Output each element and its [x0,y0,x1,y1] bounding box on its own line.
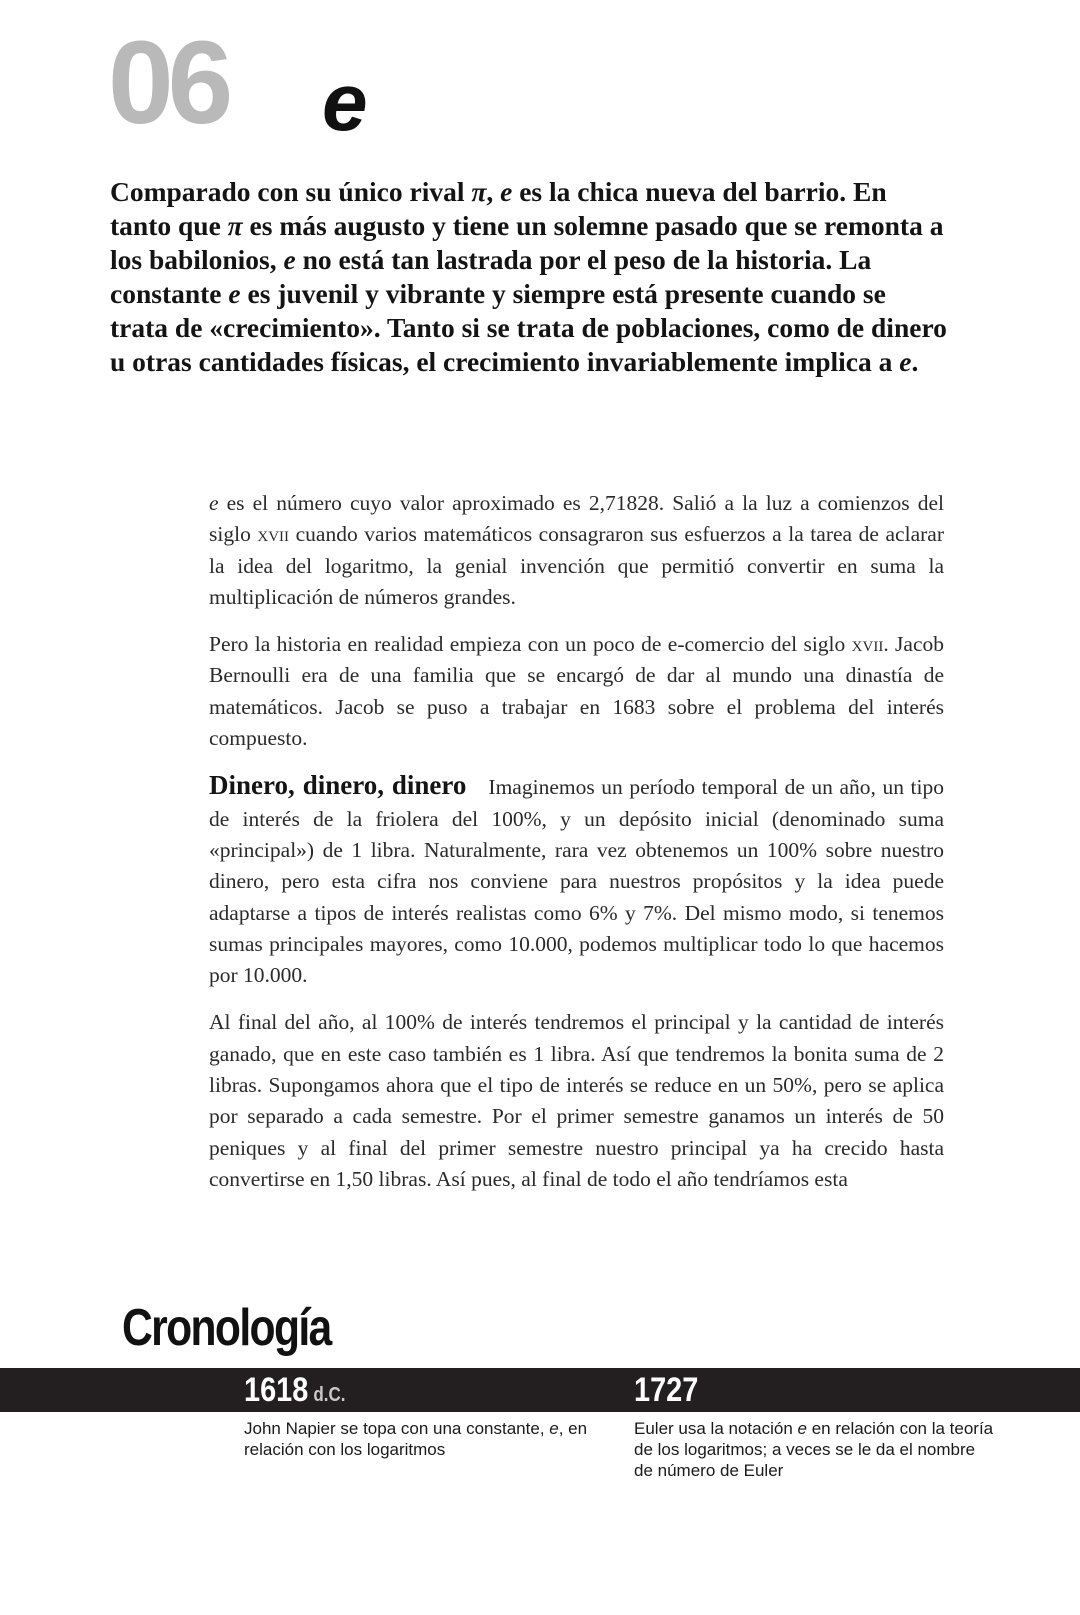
body-text [209,488,944,1211]
timeline-year: 1727 [634,1371,699,1409]
chapter-title: e [322,57,368,148]
section-heading: Dinero, dinero, dinero [209,770,467,801]
timeline-description: John Napier se topa con una constante, e, en relación con los logaritmos [244,1419,588,1459]
chapter-intro: Comparado con su único rival π, e es la chica nueva del barrio. En tanto que π es más augusto y tiene un solemne pasado que se remonta a los babilonios, e no está tan lastrada por el peso de la historia. La constante e es juvenil y vibrante y siempre está presente cuando se trata de «crecimiento». Tanto si se trata de poblaciones, como de dinero u otras cantidades físicas, el crecimiento invariablemente implica a e. [110,176,947,377]
timeline-year: 1618 d.C. [244,1371,346,1409]
chapter-number: 06 [108,17,228,149]
timeline-description: Euler usa la notación e en relación con la teoría de los logaritmos; a veces se le da el nombre de número de Euler [634,1419,994,1480]
timeline-title: Cronología [122,1299,331,1357]
paragraph: Dinero, dinero, dinero Imaginemos un período temporal de un año, un tipo de interés de la friolera del 100%, y un depósito inicial (denominado suma «principal») de 1 libra. Naturalmente, rara vez obtenemos un 100% sobre nuestro dinero, pero esta cifra nos conviene para nuestros propósitos y la idea puede adaptarse a tipos de interés realistas como 6% y 7%. Del mismo modo, si tenemos sumas principales mayores, como 10.000, podemos multiplicar todo lo que hacemos por 10.000. [209,770,945,988]
paragraph: Pero la historia en realidad empieza con un poco de e-comercio del siglo xvii. Jacob Bernoulli era de una familia que se encargó de dar al mundo una dinastía de matemáticos. Jacob se puso a trabajar en 1683 sobre el problema del interés compuesto. [209,632,945,751]
paragraph: e es el número cuyo valor aproximado es 2,71828. Salió a la luz a comienzos del siglo xvii cuando varios matemáticos consagraron sus esfuerzos a la tarea de aclarar la idea del logaritmo, la genial invención que permitió convertir en suma la multiplicación de números grandes. [209,491,944,609]
paragraph: Al final del año, al 100% de interés tendremos el principal y la cantidad de interés ganado, que en este caso también es 1 libra. Así que tendremos la bonita suma de 2 libras. Supongamos ahora que el tipo de interés se reduce en un 50%, pero se aplica por separado a cada semestre. Por el primer semestre ganamos un interés de 50 peniques y al final del primer semestre nuestro principal ya ha crecido hasta convertirse en 1,50 libras. Así pues, al final de todo el año tendríamos esta [209,1010,944,1191]
timeline-bar [0,1368,1080,1412]
